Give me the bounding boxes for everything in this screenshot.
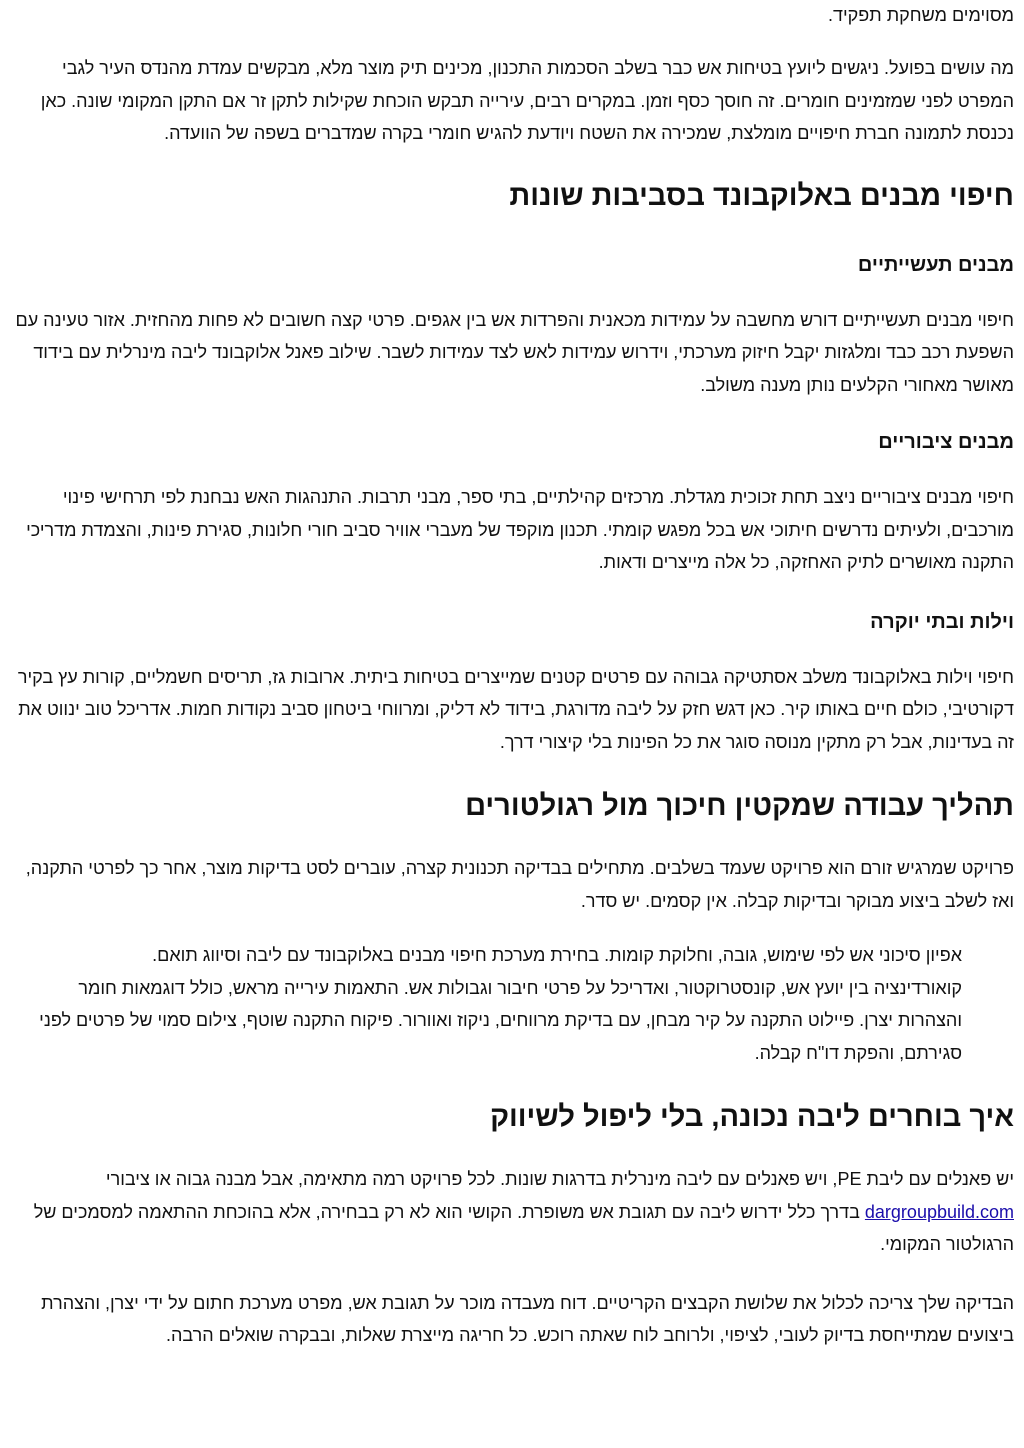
core-paragraph-1-start: יש פאנלים עם ליבת PE, ויש פאנלים עם ליבה מינרלית בדרגות שונות. לכל פרויקט רמה מתאימה, אבל מבנה גבוה או ציבורי <box>105 1169 1014 1189</box>
villas-heading: וילות ובתי יוקרה <box>870 610 1014 633</box>
process-steps-list <box>14 939 1014 1069</box>
process-heading: תהליך עבודה שמקטין חיכוך מול רגולטורים <box>465 790 1014 822</box>
environments-heading: חיפוי מבנים באלוקבונד בסביבות שונות <box>509 179 1014 212</box>
core-paragraph-1 <box>14 1163 1014 1261</box>
core-heading: איך בוחרים ליבה נכונה, בלי ליפול לשיווק <box>490 1101 1014 1133</box>
practice-paragraph: מה עושים בפועל. ניגשים ליועץ בטיחות אש כבר בשלב הסכמות התכנון, מכינים תיק מוצר מלא, מבקשים עמדת מהנדס העיר לגבי המפרט לפני שמזמינים חומרים. זה חוסך כסף וזמן. במקרים רבים, עירייה תבקש הוכחת שקילות לתקן זר אם התקן המקומי שונה. כאן נכנסת לתמונה חברת חיפויים מומלצת, שמכירה את השטח ויודעת להגיש חומרי בקרה שמדברים בשפה של הוועדה. <box>40 58 1014 143</box>
intro-tail-paragraph: מסוימים משחקת תפקיד. <box>828 5 1014 25</box>
core-paragraph-2: הבדיקה שלך צריכה לכלול את שלושת הקבצים הקריטיים. דוח מעבדה מוכר על תגובת אש, מפרט מערכת חתום על ידי יצרן, והצהרת ביצועים שמתייחסת בדיוק לעובי, לציפוי, ולרוחב לוח שאתה רוכש. כל חריגה מייצרת שאלות, ובבקרה שואלים הרבה. <box>41 1292 1014 1345</box>
process-step-1: אפיון סיכוני אש לפי שימוש, גובה, וחלוקת קומות. בחירת מערכת חיפוי מבנים באלוקבונד עם ליבה וסיווג תואם. <box>152 945 962 965</box>
core-paragraph-1-end: בדרך כלל ידרוש ליבה עם תגובת אש משופרת. הקושי הוא לא רק בבחירה, אלא בהוכחת ההתאמה למסמכים של הרגולטור המקומי. <box>33 1201 1014 1254</box>
public-paragraph: חיפוי מבנים ציבוריים ניצב תחת זכוכית מגדלת. מרכזים קהילתיים, בתי ספר, מבני תרבות. התנהגות האש נבחנת לפי תרחישי פינוי מורכבים, ולעיתים נדרשים חיתוכי אש בכל מפגש קומתי. תכנון מוקפד של מעברי אוויר סביב חורי חלונות, סגירת פינות, והצמדת מדריכי התקנה מאושרים לתיק האחזקה, כל אלה מייצרים ודאות. <box>26 487 1014 572</box>
villas-paragraph: חיפוי וילות באלוקבונד משלב אסתטיקה גבוהה עם פרטים קטנים שמייצרים בטיחות ביתית. ארובות גז, תריסים חשמליים, קורות עץ בקיר דקורטיבי, כולם חיים באותו קיר. כאן דגש חזק על ליבה מדורגת, בידוד לא דליק, ומרווחי ביטחון סביב נקודות חמות. אדריכל טוב ינווט את זה בעדינות, אבל רק מתקין מנוסה סוגר את כל הפינות בלי קיצורי דרך. <box>17 666 1014 752</box>
industrial-paragraph: חיפוי מבנים תעשייתיים דורש מחשבה על עמידות מכאנית והפרדות אש בין אגפים. פרטי קצה חשובים לא פחות מהחזית. אזור טעינה עם השפעת רכב כבד ומלגזות יקבל חיזוק מערכתי, וידרוש עמידות לאש לצד עמידות לשבר. שילוב פאנל אלוקבונד ליבה מינרלית עם בידוד מאושר מאחורי הקלעים נותן מענה משולב. <box>15 309 1014 395</box>
dargroupbuild-link[interactable]: dargroupbuild.com <box>864 1201 1014 1222</box>
public-heading: מבנים ציבוריים <box>878 431 1014 453</box>
process-step-2: קואורדינציה בין יועץ אש, קונסטרוקטור, ואדריכל על פרטי חיבור וגבולות אש. התאמות עירייה מראש, כולל דוגמאות חומר והצהרות יצרן. פיילוט התקנה על קיר מבחן, עם בדיקת מרווחים, ניקוז ואוורור. פיקוח התקנה שוטף, צילום סמוי של פרטים לפני סגירתם, והפקת דו"ח קבלה. <box>39 977 962 1063</box>
process-paragraph: פרויקט שמרגיש זורם הוא פרויקט שעמד בשלבים. מתחילים בבדיקה תכנונית קצרה, עוברים לסט בדיקות מוצר, אחר כך לפרטי התקנה, ואז לשלב ביצוע מבוקר ובדיקות קבלה. אין קסמים. יש סדר. <box>25 858 1014 911</box>
industrial-heading: מבנים תעשייתיים <box>857 253 1014 276</box>
